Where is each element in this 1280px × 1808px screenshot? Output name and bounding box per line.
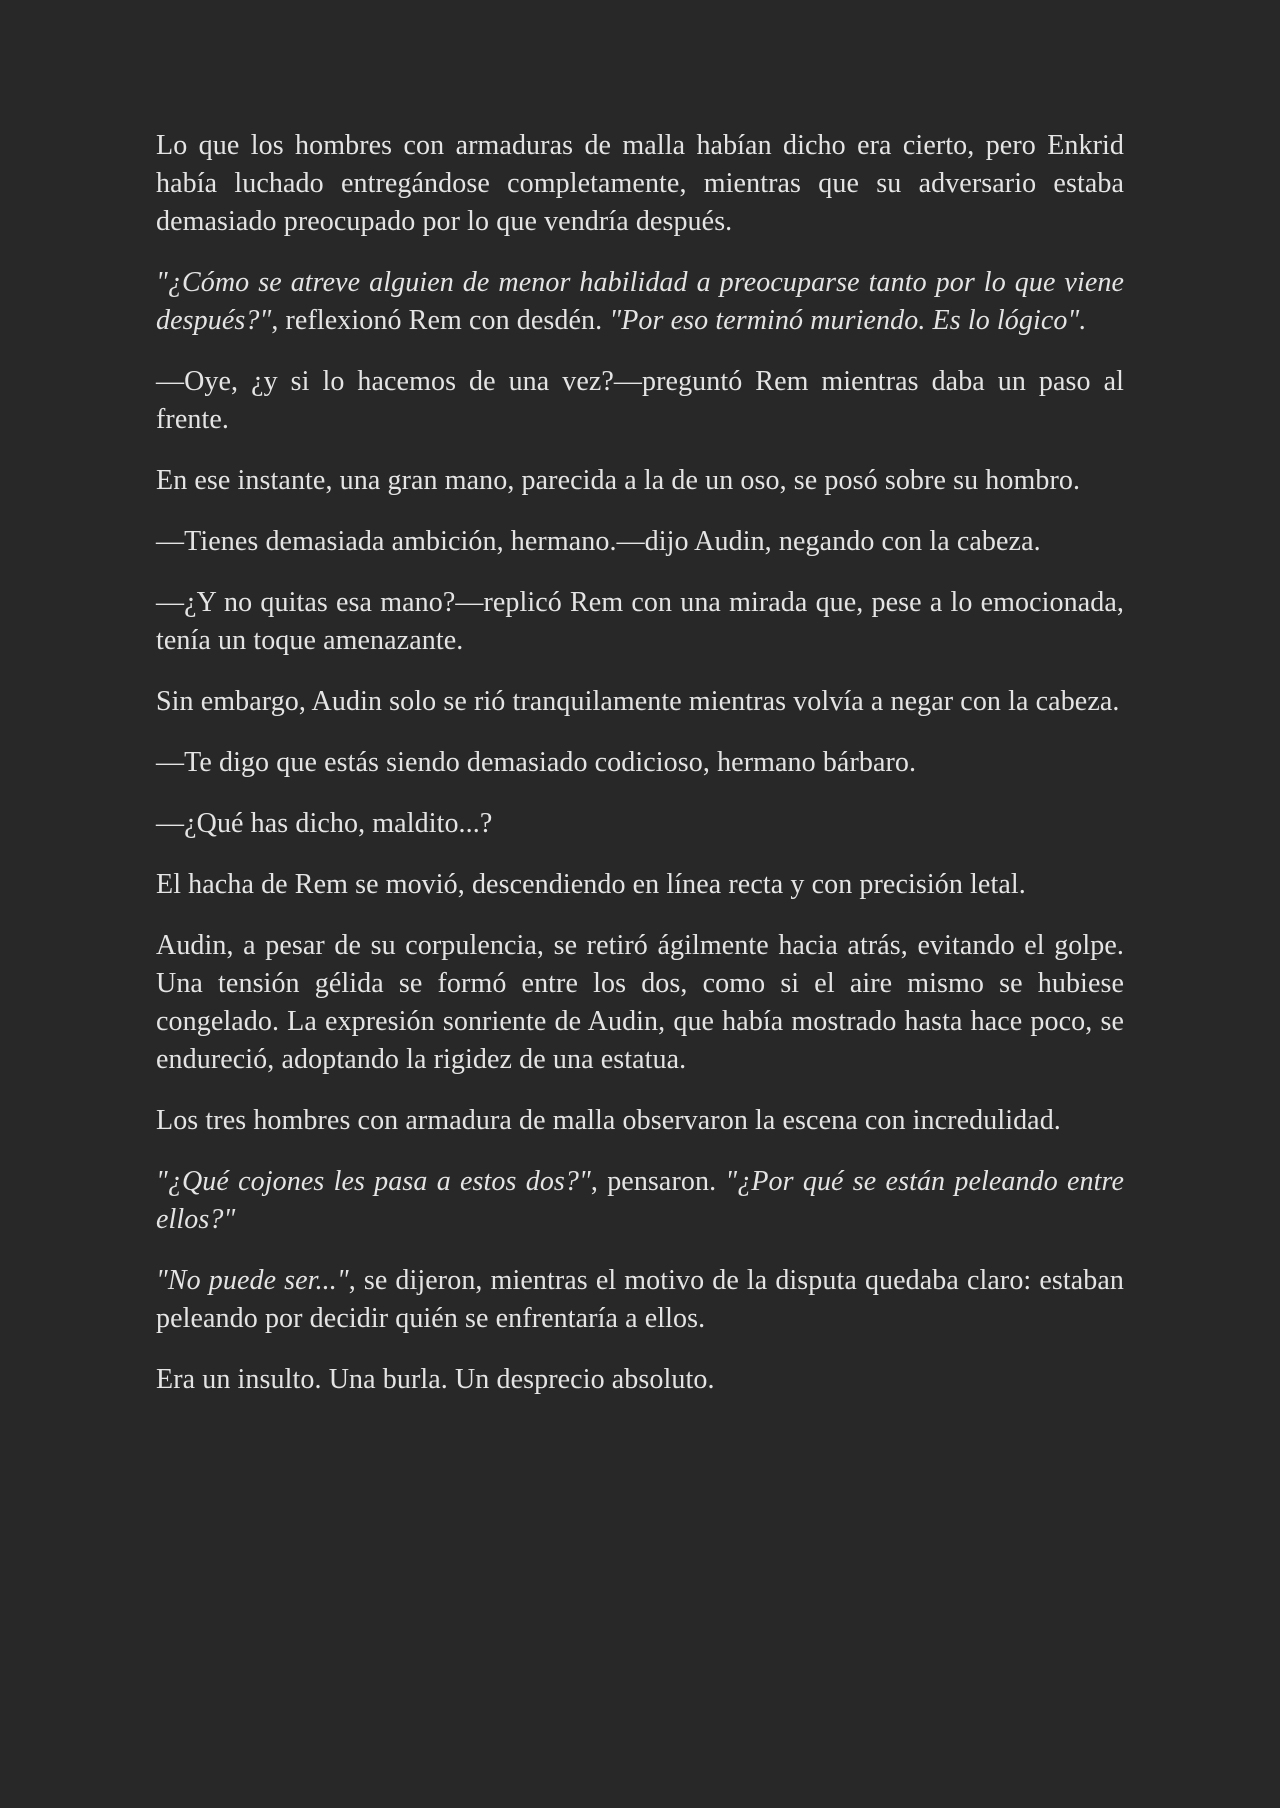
italic-text-segment: "¿Por qué se están peleando entre ellos?" xyxy=(156,1166,1124,1235)
text-segment: —Te digo que estás siendo demasiado codicioso, hermano bárbaro. xyxy=(156,747,917,778)
paragraph xyxy=(156,1163,1124,1239)
paragraph xyxy=(156,866,1124,904)
text-segment: Los tres hombres con armadura de malla observaron la escena con incredulidad. xyxy=(156,1105,1061,1136)
page-content xyxy=(156,0,1124,1399)
text-segment: Lo que los hombres con armaduras de malla habían dicho era cierto, pero Enkrid había luchado entregándose completamente, mientras que su adversario estaba demasiado preocupado por lo que vendría después. xyxy=(156,130,1124,237)
paragraph xyxy=(156,264,1124,340)
paragraph xyxy=(156,805,1124,843)
text-segment: —¿Y no quitas esa mano?—replicó Rem con una mirada que, pese a lo emocionada, tenía un toque amenazante. xyxy=(156,587,1124,656)
text-segment: —Oye, ¿y si lo hacemos de una vez?—preguntó Rem mientras daba un paso al frente. xyxy=(156,366,1124,435)
paragraph xyxy=(156,1102,1124,1140)
paragraph xyxy=(156,127,1124,241)
text-segment: , pensaron. xyxy=(590,1166,726,1197)
italic-text-segment: "¿Cómo se atreve alguien de menor habilidad a preocuparse tanto por lo que viene después?" xyxy=(156,267,1124,336)
italic-text-segment: "¿Qué cojones les pasa a estos dos?" xyxy=(156,1166,591,1197)
text-segment: Era un insulto. Una burla. Un desprecio absoluto. xyxy=(156,1364,715,1395)
text-segment: Audin, a pesar de su corpulencia, se retiró ágilmente hacia atrás, evitando el golpe. Una tensión gélida se formó entre los dos, como si el aire mismo se hubiese congelado. La expresión sonriente de Audin, que había mostrado hasta hace poco, se endureció, adoptando la rigidez de una estatua. xyxy=(156,930,1124,1075)
text-segment: En ese instante, una gran mano, parecida a la de un oso, se posó sobre su hombro. xyxy=(156,465,1081,496)
paragraph xyxy=(156,744,1124,782)
paragraph xyxy=(156,683,1124,721)
text-segment: —Tienes demasiada ambición, hermano.—dijo Audin, negando con la cabeza. xyxy=(156,526,1041,557)
text-segment: , se dijeron, mientras el motivo de la disputa quedaba claro: estaban peleando por decidir quién se enfrentaría a ellos. xyxy=(156,1265,1124,1334)
paragraph xyxy=(156,462,1124,500)
paragraph xyxy=(156,927,1124,1079)
paragraph xyxy=(156,1361,1124,1399)
paragraph xyxy=(156,523,1124,561)
paragraph xyxy=(156,584,1124,660)
text-segment: El hacha de Rem se movió, descendiendo en línea recta y con precisión letal. xyxy=(156,869,1026,900)
text-segment: Sin embargo, Audin solo se rió tranquilamente mientras volvía a negar con la cabeza. xyxy=(156,686,1120,717)
text-segment: , reflexionó Rem con desdén. xyxy=(271,305,610,336)
paragraph xyxy=(156,363,1124,439)
italic-text-segment: "Por eso terminó muriendo. Es lo lógico". xyxy=(609,305,1087,336)
italic-text-segment: "No puede ser..." xyxy=(156,1265,349,1296)
paragraph xyxy=(156,1262,1124,1338)
text-segment: —¿Qué has dicho, maldito...? xyxy=(156,808,493,839)
